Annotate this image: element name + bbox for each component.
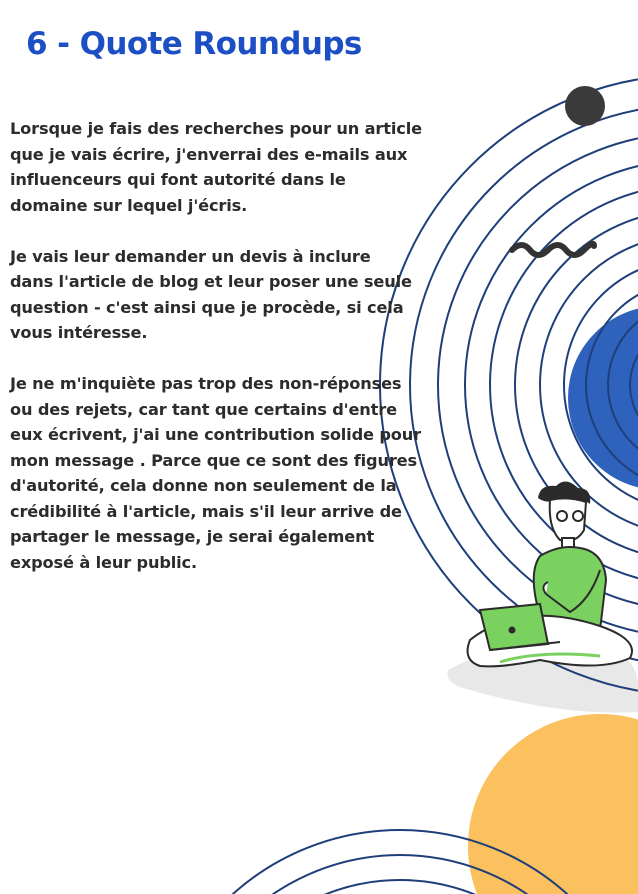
text-line: d'autorité, cela donne non seulement de la [10, 476, 397, 495]
text-line: exposé à leur public. [10, 552, 197, 572]
text-line: Lorsque je fais des recherches pour un article [10, 119, 422, 138]
orange-circle [468, 714, 638, 894]
text-line: crédibilité à l'article, mais s'il leur arrive de [10, 501, 402, 521]
page-title: 6 - Quote Roundups [26, 26, 362, 62]
text-line: Je ne m'inquiète pas trop des non-réponses [10, 374, 402, 393]
text-line: question - c'est ainsi que je procède, si cela [10, 297, 404, 317]
text-line: Je vais leur demander un devis à inclure [10, 246, 371, 266]
body-text [10, 116, 500, 601]
text-line: eux écrivent, j'ai une contribution solide pour [10, 425, 421, 444]
text-line: domaine sur lequel j'écris. [10, 195, 248, 215]
paragraph [10, 371, 500, 575]
paragraph [10, 116, 500, 218]
zigzag-squiggle [512, 244, 594, 255]
text-line: ou des rejets, car tant que certains d'entre [10, 399, 397, 419]
text-line: dans l'article de blog et leur poser une seule [10, 272, 412, 291]
text-line: que je vais écrire, j'enverrai des e-mails aux [10, 144, 408, 164]
text-line: influenceurs qui font autorité dans le [10, 170, 346, 189]
dark-dot [565, 86, 605, 126]
text-line: partager le message, je serai également [10, 527, 375, 546]
text-line: vous intéresse. [10, 323, 148, 342]
text-line: mon message . Parce que ce sont des figures [10, 450, 417, 470]
blue-circle [568, 306, 638, 490]
paragraph [10, 244, 500, 346]
